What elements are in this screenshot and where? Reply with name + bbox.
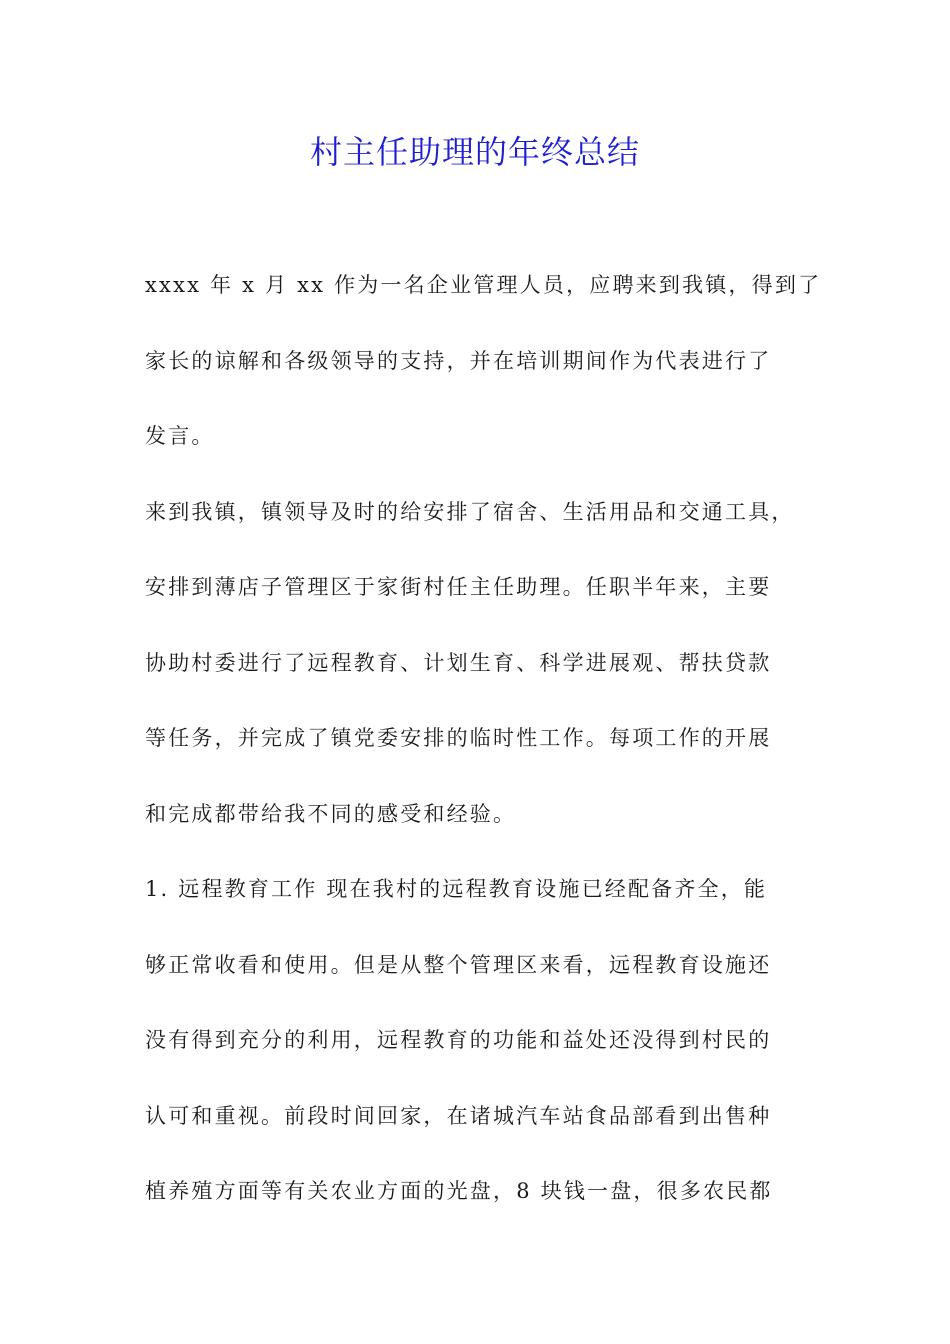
- page-title: 村主任助理的年终总结: [309, 133, 640, 171]
- text-line: 来到我镇，镇领导及时的给安排了宿舍、生活用品和交通工具，: [145, 499, 795, 524]
- text-line: 认可和重视。前段时间回家，在诸城汽车站食品部看到出售种: [145, 1103, 772, 1128]
- text-line: 没有得到充分的利用，远程教育的功能和益处还没得到村民的: [145, 1028, 772, 1052]
- text-line: xxxx 年 x 月 xx 作为一名企业管理人员，应聘来到我镇，得到了: [145, 273, 822, 297]
- text-line: 发言。: [145, 424, 215, 448]
- text-line: 协助村委进行了远程教育、计划生育、科学进展观、帮扶贷款: [145, 650, 772, 675]
- text-line: 够正常收看和使用。但是从整个管理区来看，远程教育设施还: [145, 952, 772, 977]
- text-line: 和完成都带给我不同的感受和经验。: [145, 801, 517, 826]
- document-body: [145, 260, 822, 1242]
- text-line: 植养殖方面等有关农业方面的光盘，8 块钱一盘，很多农民都: [145, 1179, 773, 1203]
- text-line: 等任务，并完成了镇党委安排的临时性工作。每项工作的开展: [145, 726, 772, 750]
- text-line: 安排到薄店子管理区于家街村任主任助理。任职半年来，主要: [145, 575, 772, 599]
- text-line: 1. 远程教育工作 现在我村的远程教育设施已经配备齐全，能: [145, 877, 768, 901]
- text-line: 家长的谅解和各级领导的支持，并在培训期间作为代表进行了: [145, 348, 772, 373]
